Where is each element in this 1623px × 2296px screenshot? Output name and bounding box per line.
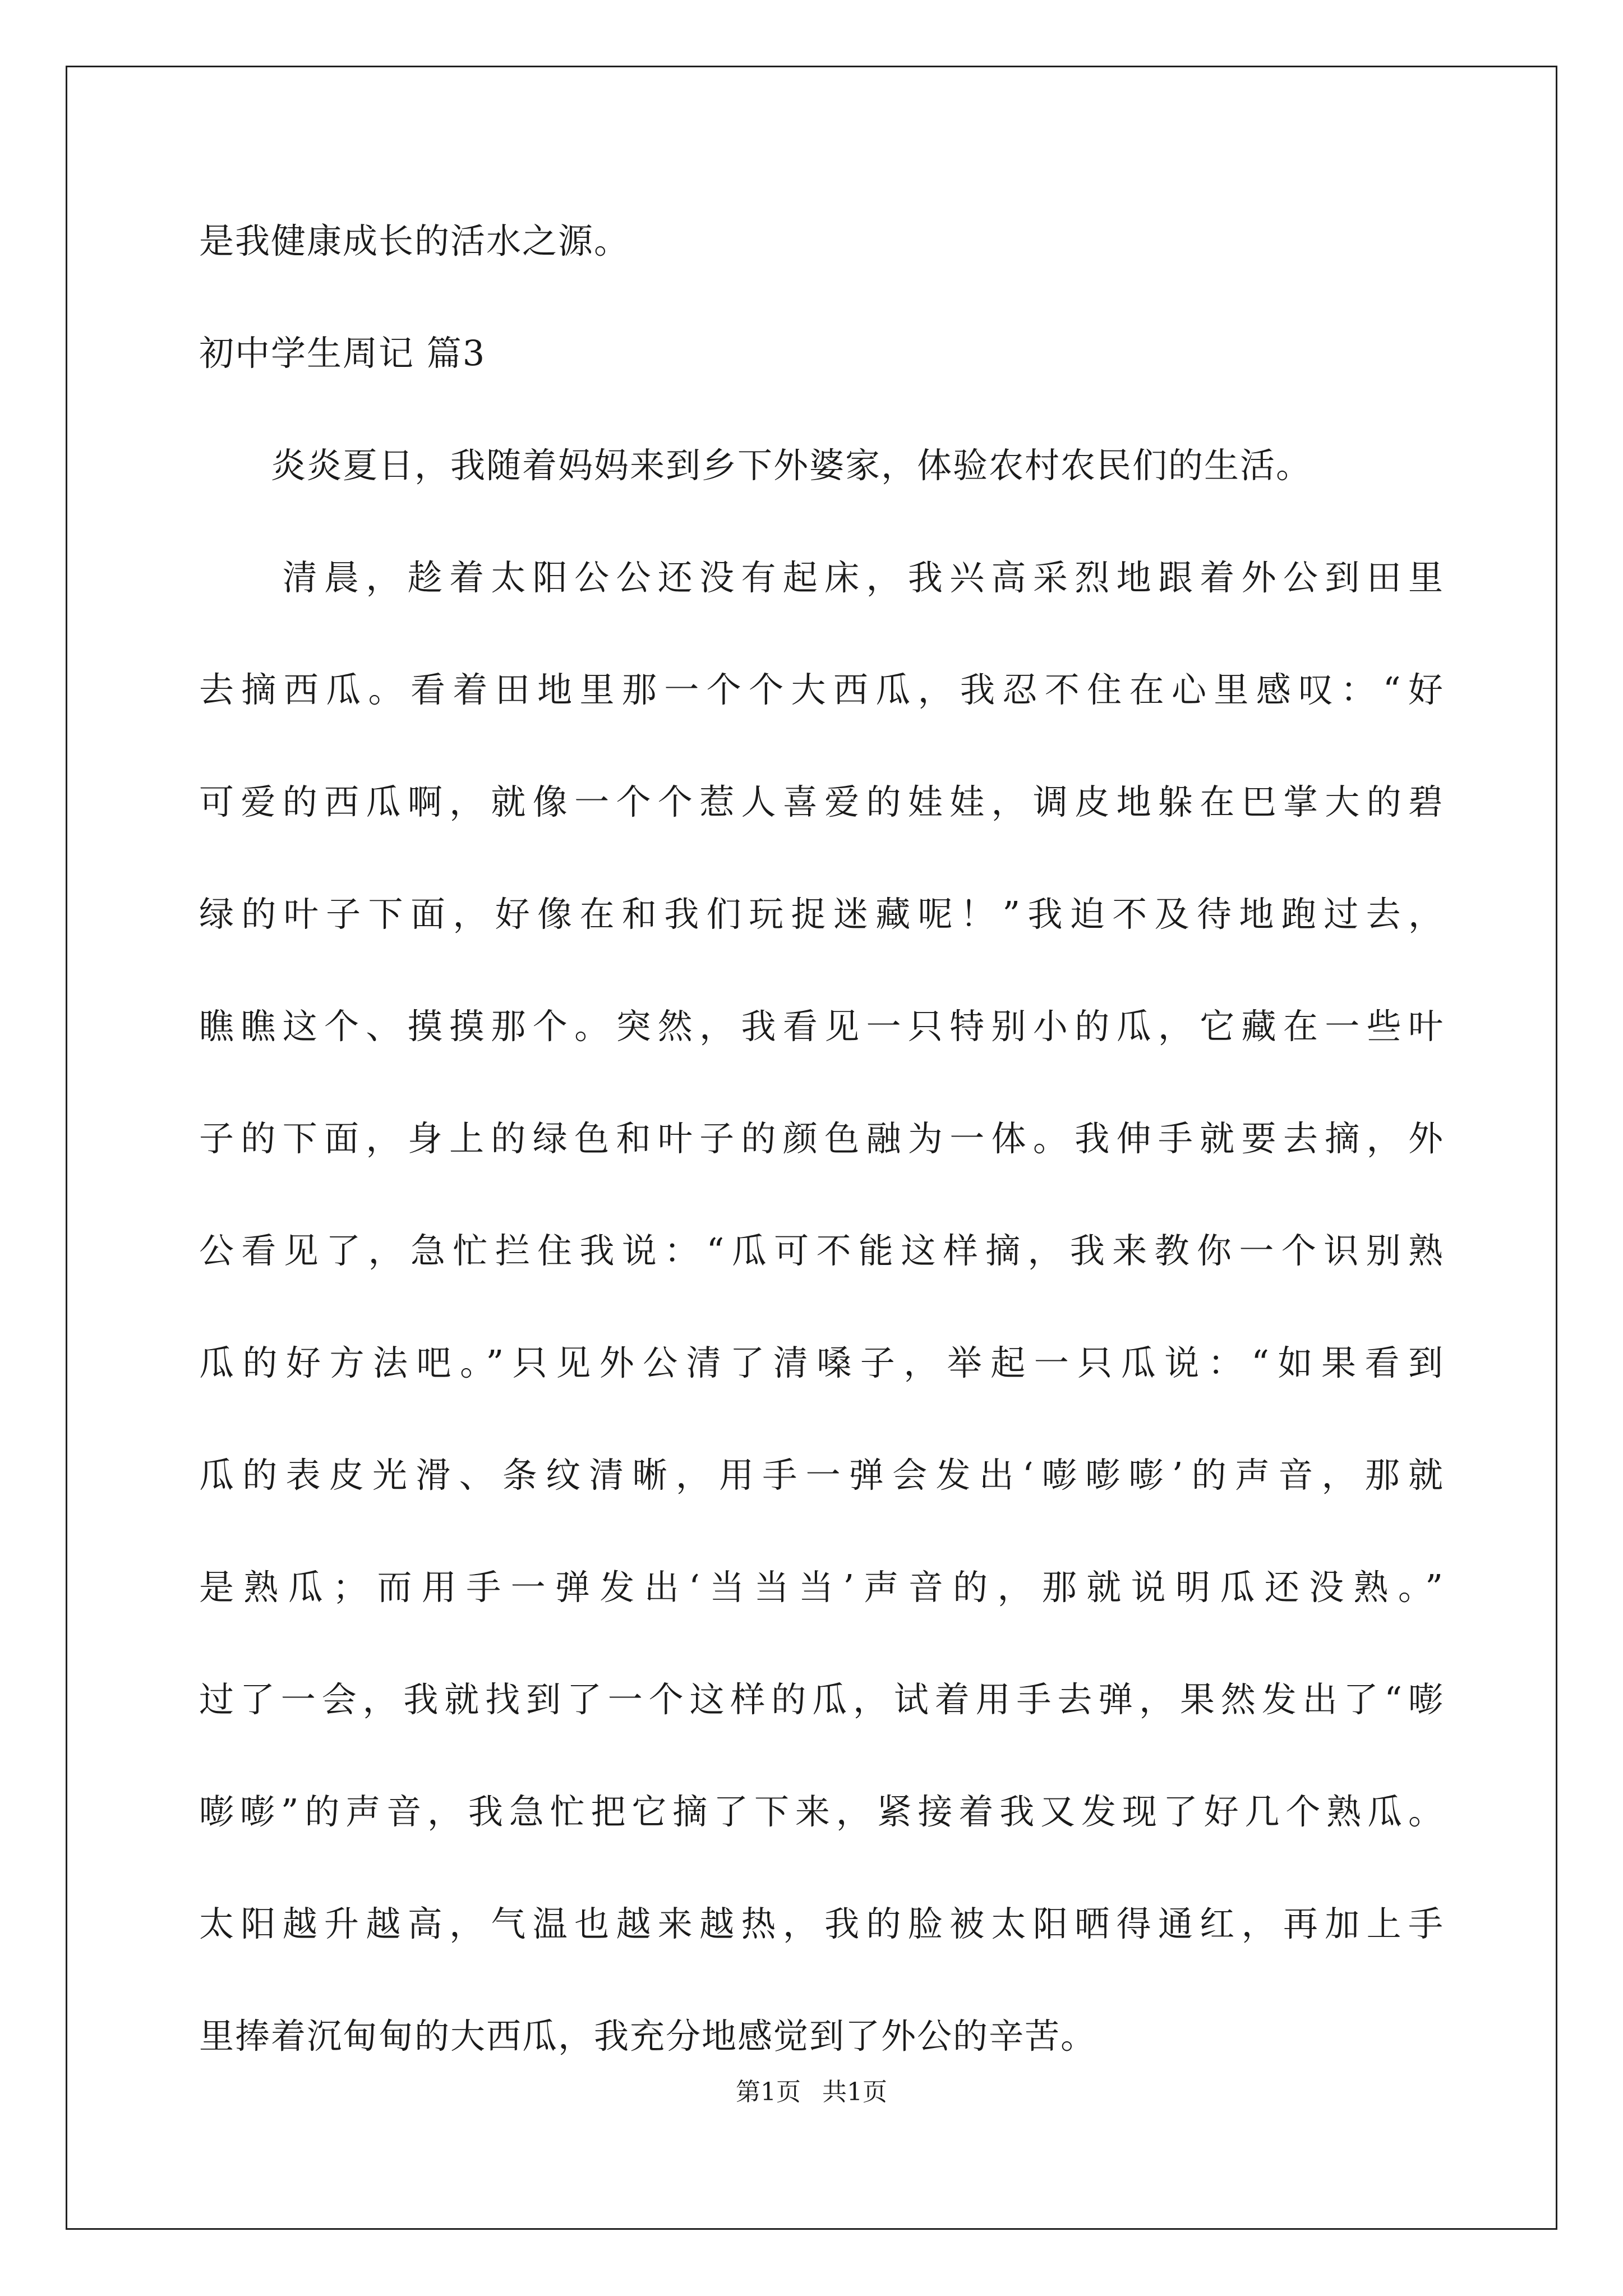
text-line: 过了一会，我就找到了一个这样的瓜，试着用手去弹，果然发出了“嘭 [199,1679,1444,1720]
text-line: 可爱的西瓜啊，就像一个个惹人喜爱的娃娃，调皮地躲在巴掌大的碧 [199,781,1444,822]
text-line: 是熟瓜；而用手一弹发出‘当当当’声音的，那就说明瓜还没熟。” [199,1567,1444,1608]
text-line: 瓜的表皮光滑、条纹清晰，用手一弹会发出‘嘭嘭嘭’的声音，那就 [199,1455,1444,1496]
text-line: 里捧着沉甸甸的大西瓜，我充分地感觉到了外公的辛苦。 [199,2016,1097,2056]
text-line: 子的下面，身上的绿色和叶子的颜色融为一体。我伸手就要去摘，外 [199,1118,1444,1159]
text-line: 嘭嘭”的声音，我急忙把它摘了下来，紧接着我又发现了好几个熟瓜。 [199,1791,1444,1832]
page-footer [0,2076,1623,2109]
text-line: 公看见了，急忙拦住我说：“瓜可不能这样摘，我来教你一个识别熟 [199,1230,1444,1271]
page-number: 第1页 [736,2078,801,2106]
text-line: 瞧瞧这个、摸摸那个。突然，我看见一只特别小的瓜，它藏在一些叶 [199,1006,1444,1047]
text-line: 去摘西瓜。看着田地里那一个个大西瓜，我忍不住在心里感叹：“好 [199,669,1444,710]
text-line: 炎炎夏日，我随着妈妈来到乡下外婆家，体验农村农民们的生活。 [199,445,1312,486]
text-line: 是我健康成长的活水之源。 [199,220,630,261]
text-line: 绿的叶子下面，好像在和我们玩捉迷藏呢！”我迫不及待地跑过去， [199,894,1444,935]
document-body [199,202,1444,2109]
text-line: 清晨，趁着太阳公公还没有起床，我兴高采烈地跟着外公到田里 [199,557,1444,598]
text-line: 太阳越升越高，气温也越来越热，我的脸被太阳晒得通红，再加上手 [199,1903,1444,1944]
section-heading: 初中学生周记 篇3 [199,333,486,374]
text-line: 瓜的好方法吧。”只见外公清了清嗓子，举起一只瓜说：“如果看到 [199,1342,1444,1383]
page-total: 共1页 [822,2078,887,2106]
